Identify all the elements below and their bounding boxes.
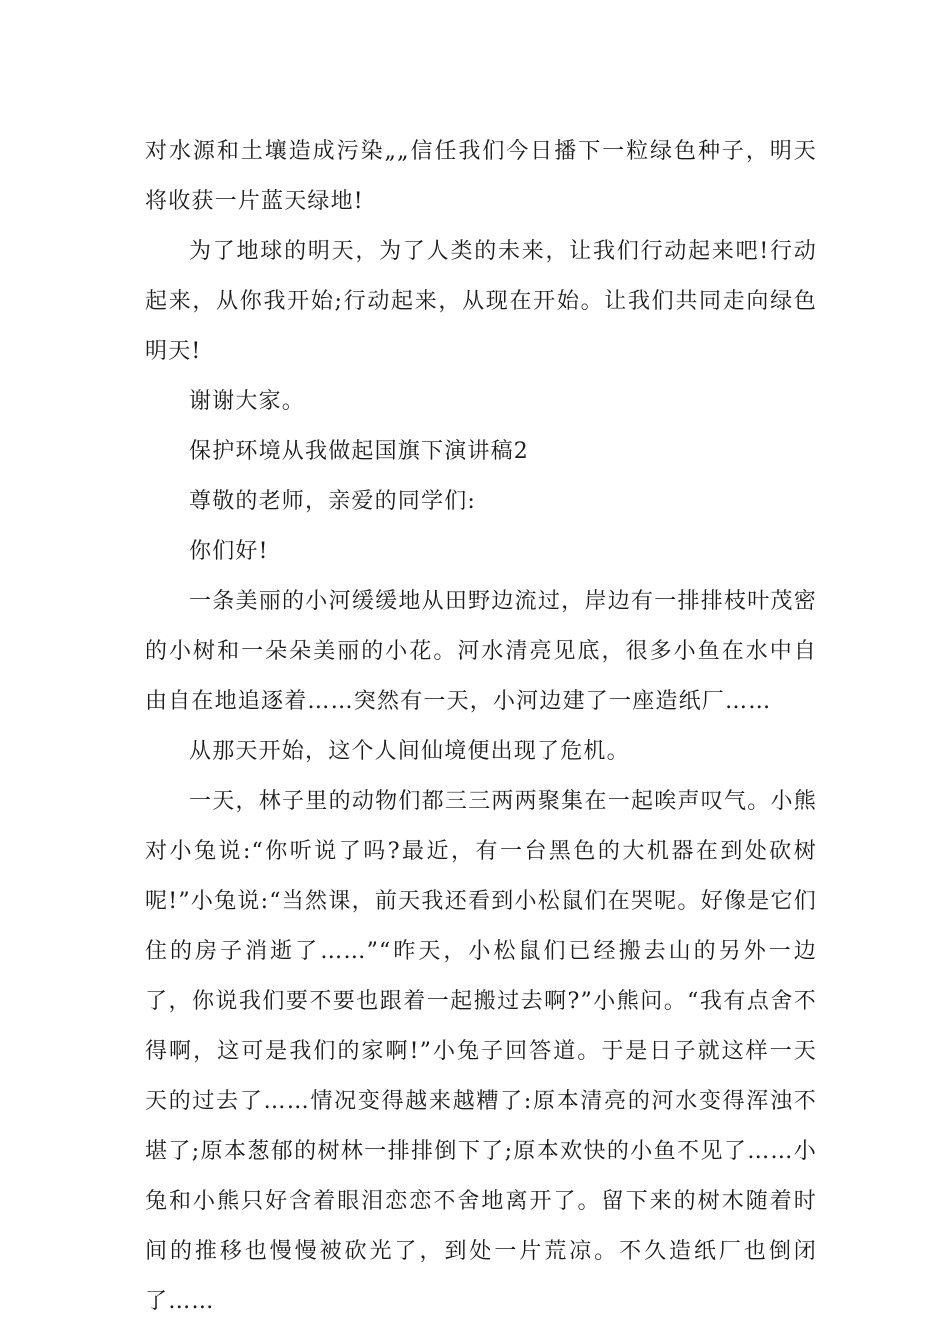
section-title: 保护环境从我做起国旗下演讲稿2 — [189, 439, 529, 464]
paragraph-2: 为了地球的明天，为了人类的未来，让我们行动起来吧!行动起来，从你我开始;行动起来，从现在开始。让我们共同走向绿色明天! — [145, 239, 817, 364]
paragraph-3: 谢谢大家。 — [189, 389, 306, 414]
document-body — [145, 127, 817, 1327]
paragraph-1: 对水源和土壤造成污染„„信任我们今日播下一粒绿色种子，明天将收获一片蓝天绿地! — [145, 139, 817, 214]
salutation: 尊敬的老师，亲爱的同学们: — [189, 489, 477, 514]
paragraph-8: 从那天开始，这个人间仙境便出现了危机。 — [189, 739, 630, 764]
greeting: 你们好! — [189, 539, 269, 564]
paragraph-9: 一天，林子里的动物们都三三两两聚集在一起唉声叹气。小熊对小兔说:“你听说了吗?最近，有一台黑色的大机器在到处砍树呢!”小兔说:“当然课，前天我还看到小松鼠们在哭呢。好像是它们住的房子消逝了……”“昨天，小松鼠们已经搬去山的另外一边了，你说我们要不要也跟着一起搬过去啊?”小熊问。“我有点舍不得啊，这可是我们的家啊!”小兔子回答道。于是日子就这样一天天的过去了……情况变得越来越糟了:原本清亮的河水变得浑浊不堪了;原本葱郁的树林一排排倒下了;原本欢快的小鱼不见了……小兔和小熊只好含着眼泪恋恋不舍地离开了。留下来的树木随着时间的推移也慢慢被砍光了，到处一片荒凉。不久造纸厂也倒闭了…… — [145, 789, 817, 1314]
paragraph-7: 一条美丽的小河缓缓地从田野边流过，岸边有一排排枝叶茂密的小树和一朵朵美丽的小花。河水清亮见底，很多小鱼在水中自由自在地追逐着……突然有一天，小河边建了一座造纸厂…… — [145, 589, 817, 714]
